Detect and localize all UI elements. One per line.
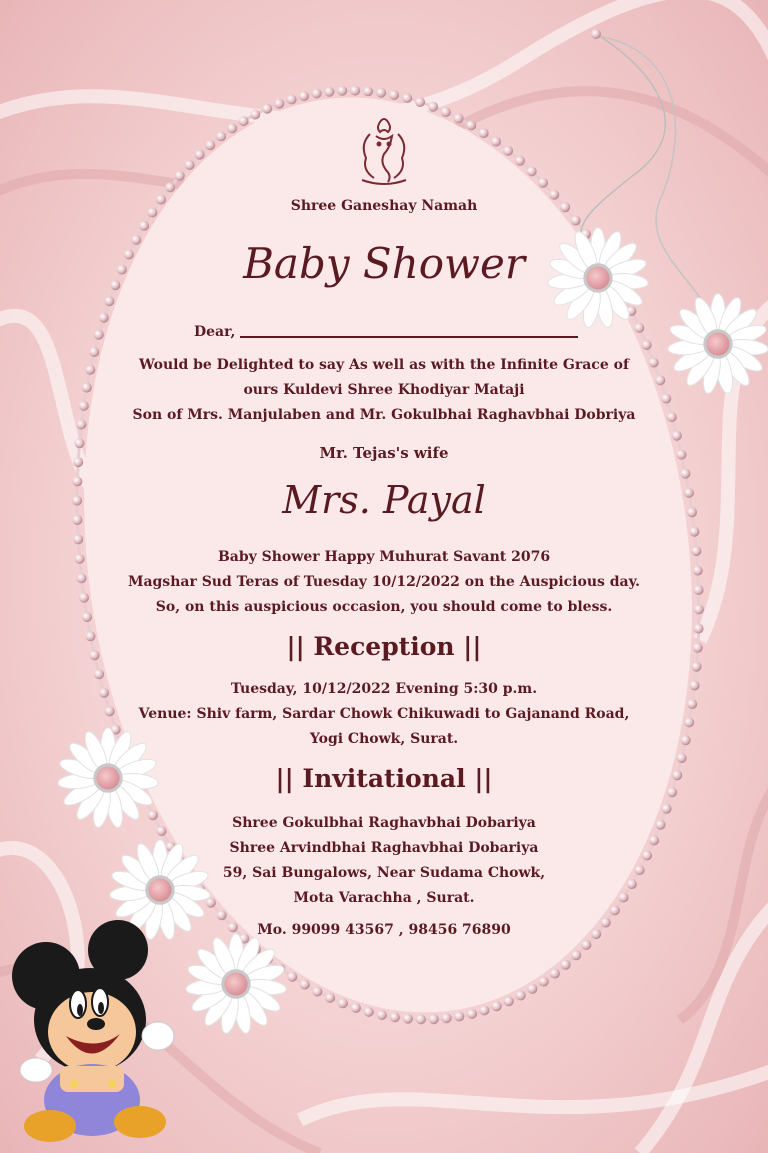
pearl-bead <box>692 662 702 672</box>
pearl-bead <box>299 91 309 101</box>
reception-line: Yogi Chowk, Surat. <box>309 731 459 747</box>
pearl-bead <box>527 984 537 994</box>
pearl-bead <box>403 1014 413 1024</box>
pearl-bead <box>300 980 310 990</box>
pearl-bead <box>274 99 284 109</box>
pearl-bead <box>454 113 464 123</box>
reception-line: Tuesday, 10/12/2022 Evening 5:30 p.m. <box>230 681 538 697</box>
invocation-text: Shree Ganeshay Namah <box>290 198 478 214</box>
pearl-bead <box>287 972 297 982</box>
pearl-bead <box>363 86 373 96</box>
pearl-bead <box>416 1014 426 1024</box>
intro-line: Would be Delighted to say As well as with the Infinite Grace of <box>139 357 629 373</box>
pearl-bead <box>99 313 109 323</box>
reception-heading: || Reception || <box>286 632 482 661</box>
muhurat-block <box>0 545 768 620</box>
pearl-bead <box>527 166 537 176</box>
dear-line <box>194 320 594 345</box>
invitational-block <box>0 811 768 911</box>
pearl-bead <box>139 221 149 231</box>
pearl-bead <box>376 88 386 98</box>
pearl-bead <box>73 534 83 544</box>
pearl-bead <box>415 97 425 107</box>
pearl-bead <box>165 182 175 192</box>
pearl-bead <box>324 87 334 97</box>
pearl-bead <box>94 330 104 340</box>
pearl-bead <box>250 110 260 120</box>
pearl-bead <box>515 156 525 166</box>
pearl-bead <box>479 1006 489 1016</box>
pearl-bead <box>312 987 322 997</box>
pearl-bead <box>571 950 581 960</box>
pearl-bead <box>338 998 348 1008</box>
pearl-bead <box>672 431 682 441</box>
pearl-bead <box>561 960 571 970</box>
honoree-name: Mrs. Payal <box>282 478 486 522</box>
pearl-bead <box>479 128 489 138</box>
pearl-bead <box>550 969 560 979</box>
pearl-bead <box>539 977 549 987</box>
pearl-bead <box>185 160 195 170</box>
pearl-bead <box>516 991 526 1001</box>
dear-label: Dear, <box>194 324 236 340</box>
pearl-bead <box>351 1003 361 1013</box>
pearl-bead <box>491 137 501 147</box>
inviter-line: Shree Gokulbhai Raghavbhai Dobariya <box>232 815 536 831</box>
pearl-bead <box>205 140 215 150</box>
muhurat-line: So, on this auspicious occasion, you should come to bless. <box>155 599 613 615</box>
pearl-bead <box>312 89 322 99</box>
pearl-bead <box>227 123 237 133</box>
pearl-bead <box>690 527 700 537</box>
intro-line: Son of Mrs. Manjulaben and Mr. Gokulbhai Raghavbhai Dobriya <box>132 407 636 423</box>
intro-block <box>0 353 768 428</box>
pearl-bead <box>429 1014 439 1024</box>
pearl-bead <box>634 323 644 333</box>
pearl-bead <box>466 120 476 130</box>
pearl-bead <box>503 146 513 156</box>
pearl-bead <box>504 996 514 1006</box>
inviter-line: Shree Arvindbhai Raghavbhai Dobariya <box>229 840 539 856</box>
pearl-bead <box>492 1001 502 1011</box>
pearl-bead <box>216 131 226 141</box>
pearl-bead <box>467 1009 477 1019</box>
pearl-bead <box>325 993 335 1003</box>
phone-numbers: Mo. 99099 43567 , 98456 76890 <box>257 922 511 938</box>
pearl-bead <box>441 107 451 117</box>
pearl-bead <box>442 1013 452 1023</box>
event-title: Baby Shower <box>243 239 525 288</box>
muhurat-line: Baby Shower Happy Muhurat Savant 2076 <box>217 549 551 565</box>
pearl-bead <box>402 93 412 103</box>
guest-name-blank <box>240 336 578 338</box>
pearl-bead <box>677 753 687 763</box>
pearl-bead <box>175 171 185 181</box>
pearl-bead <box>642 340 652 350</box>
inviter-line: 59, Sai Bungalows, Near Sudama Chowk, <box>222 865 546 881</box>
pearl-bead <box>364 1007 374 1017</box>
pearl-bead <box>454 1012 464 1022</box>
pearl-bead <box>377 1010 387 1020</box>
pearl-bead <box>538 178 548 188</box>
pearl-bead <box>239 116 249 126</box>
relation-text: Mr. Tejas's wife <box>319 444 449 462</box>
pearl-bead <box>104 296 114 306</box>
reception-line: Venue: Shiv farm, Sardar Chowk Chikuwadi to Gajanand Road, <box>138 706 630 722</box>
invitational-heading: || Invitational || <box>275 764 493 793</box>
pearl-bead <box>195 150 205 160</box>
inviter-line: Mota Varachha , Surat. <box>293 890 475 906</box>
pearl-bead <box>337 86 347 96</box>
pearl-bead <box>390 1012 400 1022</box>
muhurat-line: Magshar Sud Teras of Tuesday 10/12/2022 on the Auspicious day. <box>127 574 641 590</box>
pearl-bead <box>428 102 438 112</box>
pearl-bead <box>287 95 297 105</box>
intro-line: ours Kuldevi Shree Khodiyar Mataji <box>243 382 525 398</box>
pearl-bead <box>350 86 360 96</box>
reception-block <box>0 677 768 752</box>
pearl-bead <box>262 104 272 114</box>
pearl-bead <box>389 90 399 100</box>
